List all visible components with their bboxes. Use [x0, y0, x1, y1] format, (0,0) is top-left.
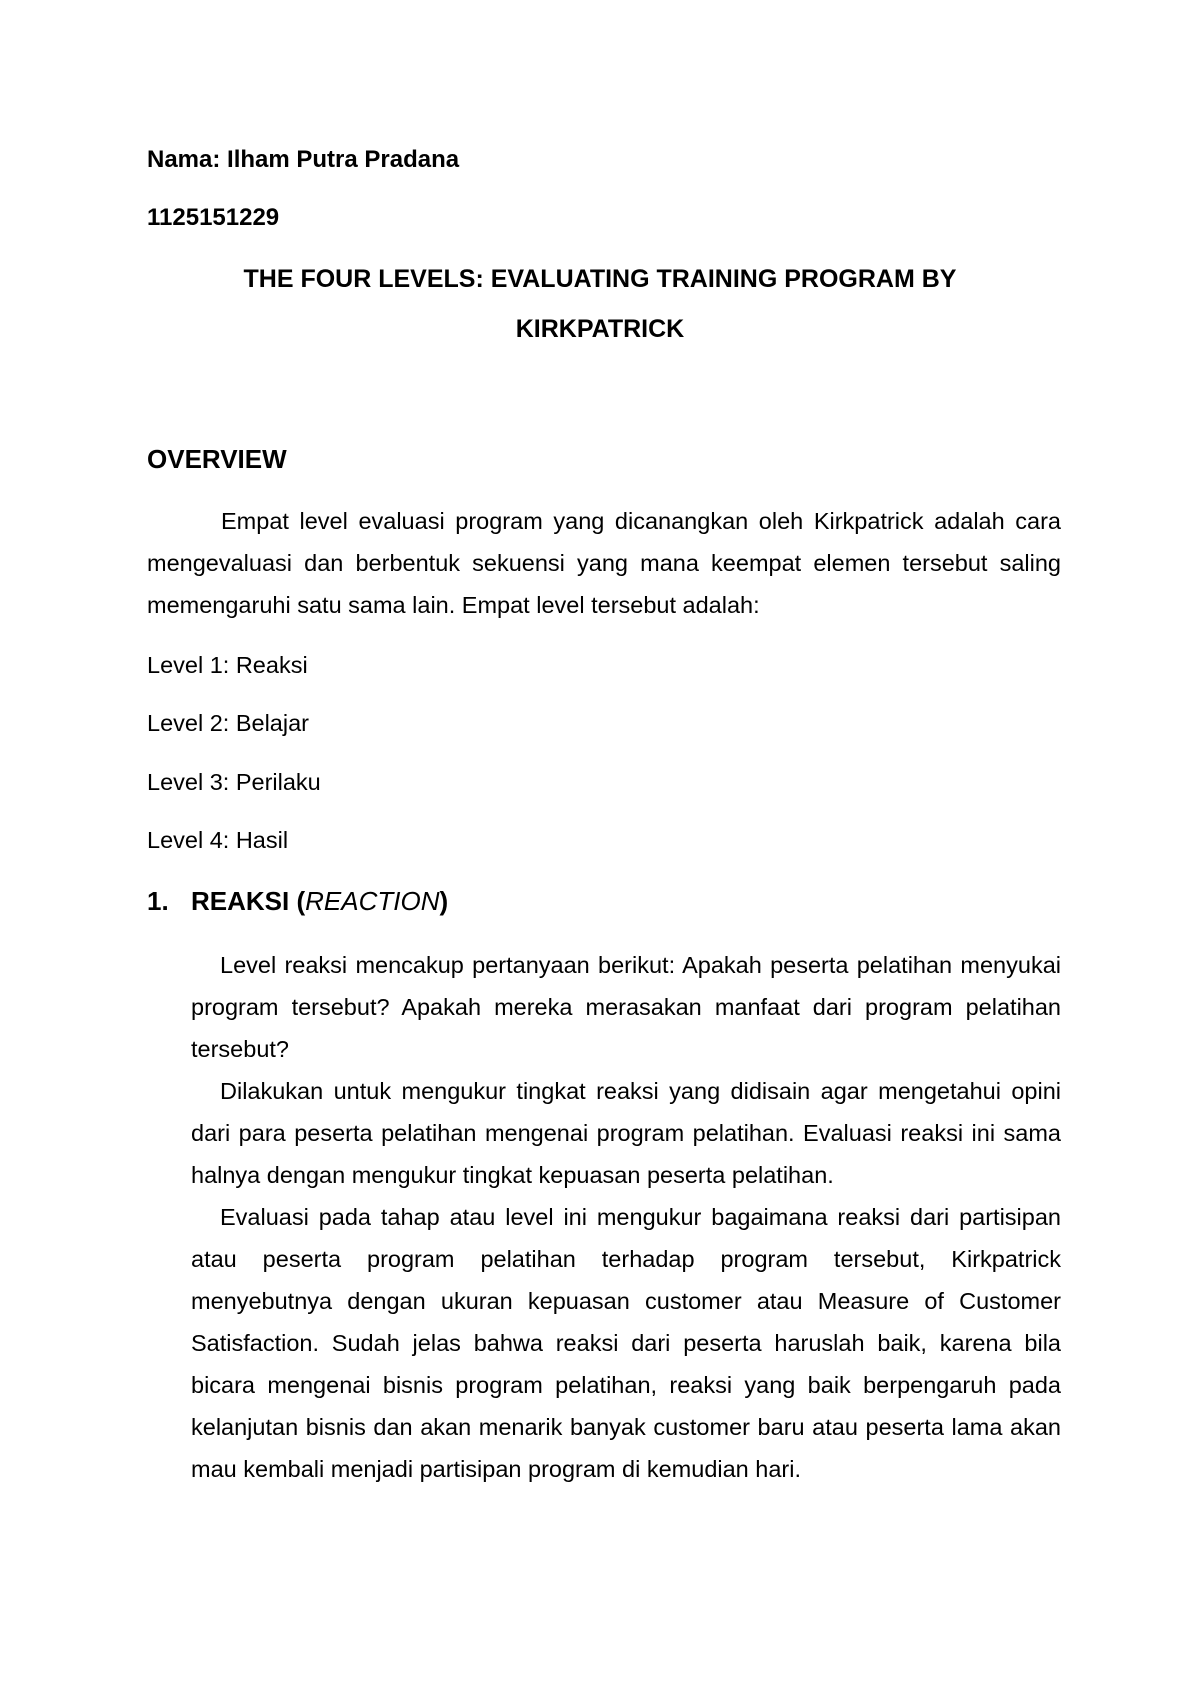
- level-item-4: Level 4: Hasil: [147, 827, 289, 853]
- section-title: REAKSI (: [191, 886, 306, 916]
- overview-heading: OVERVIEW: [147, 444, 287, 474]
- section-title-italic: REACTION: [305, 886, 440, 916]
- section-1-paragraph-1: Level reaksi mencakup pertanyaan berikut: Apakah peserta pelatihan menyukai program tersebut? Apakah mereka merasakan manfaat dari program pelatihan tersebut?: [191, 952, 1061, 1062]
- section-1-paragraph-3: Evaluasi pada tahap atau level ini mengukur bagaimana reaksi dari partisipan atau peserta program pelatihan terhadap program tersebut, Kirkpatrick menyebutnya dengan ukuran kepuasan customer atau Measure of Customer Satisfaction. Sudah jelas bahwa reaksi dari peserta haruslah baik, karena bila bicara mengenai bisnis program pelatihan, reaksi yang baik berpengaruh pada kelanjutan bisnis dan akan menarik banyak customer baru atau peserta lama akan mau kembali menjadi partisipan program di kemudian hari.: [191, 1204, 1061, 1482]
- level-item-3: Level 3: Perilaku: [147, 769, 321, 795]
- section-number: 1.: [147, 886, 169, 916]
- overview-paragraph: Empat level evaluasi program yang dicanangkan oleh Kirkpatrick adalah cara mengevaluasi dan berbentuk sekuensi yang mana keempat elemen tersebut saling memengaruhi satu sama lain. Empat level tersebut adalah:: [147, 508, 1061, 618]
- document-title-line-2: KIRKPATRICK: [515, 315, 685, 343]
- document-title-line-1: THE FOUR LEVELS: EVALUATING TRAINING PROGRAM BY: [243, 265, 957, 293]
- student-name: Nama: Ilham Putra Pradana: [147, 146, 460, 173]
- section-1-heading: [147, 886, 448, 916]
- level-item-1: Level 1: Reaksi: [147, 652, 308, 678]
- section-title-close: ): [439, 886, 449, 916]
- level-item-2: Level 2: Belajar: [147, 710, 309, 736]
- section-1-paragraph-2: Dilakukan untuk mengukur tingkat reaksi yang didisain agar mengetahui opini dari para peserta pelatihan mengenai program pelatihan. Evaluasi reaksi ini sama halnya dengan mengukur tingkat kepuasan peserta pelatihan.: [191, 1078, 1061, 1188]
- student-id: 1125151229: [147, 204, 280, 231]
